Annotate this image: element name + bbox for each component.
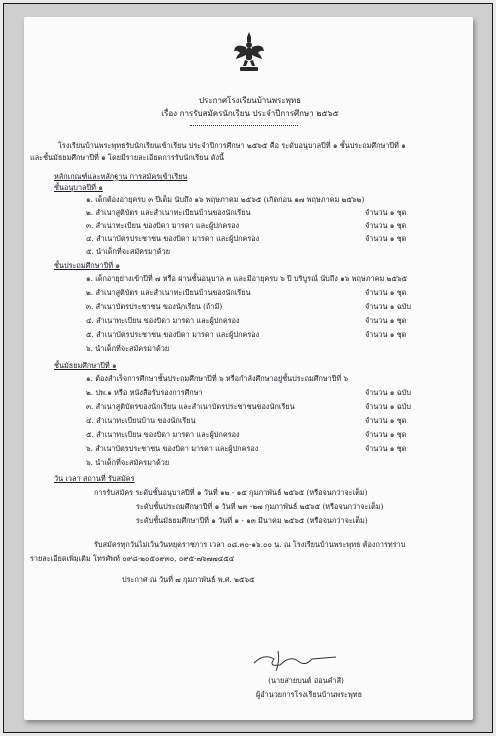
primary-item-5-qty: จำนวน ๑ ชุด <box>365 330 407 339</box>
section-primary-title: ชั้นประถมศึกษาปีที่ ๑ <box>54 261 120 270</box>
kg-item-4: ๔. สำเนาบัตรประชาชน ของบิดา มารดา และผู้ปกครอง <box>86 234 260 243</box>
secondary-item-7: ๖. นำเด็กที่จะสมัครมาด้วย <box>86 458 170 467</box>
primary-item-1: ๑. เด็กอายุย่างเข้าปีที่ ๗ หรือ ผ่านชั้นอนุบาล ๓ และมีอายุครบ ๖ ปี บริบูรณ์ นับถึง ๑๖ พฤษภาคม ๒๕๖๕ <box>86 274 408 283</box>
subject-line <box>161 109 338 118</box>
garuda-emblem-icon <box>233 31 265 75</box>
subject-label: เรื่อง <box>161 109 178 118</box>
secondary-item-1: ๑. ต้องสำเร็จการศึกษาชั้นประถมศึกษาปีที่ ๖ หรือกำลังศึกษาอยู่ชั้นประถมศึกษาปีที่ ๖ <box>86 374 349 383</box>
primary-item-4: ๔. สำเนาทะเบียน ของบิดา มารดา และผู้ปกครอง <box>86 316 240 325</box>
primary-item-3-qty: จำนวน ๑ ฉบับ <box>365 302 411 311</box>
kg-item-5: ๕. นำเด็กที่จะสมัครมาด้วย <box>86 247 170 256</box>
schedule-line-1: การรับสมัคร ระดับชั้นอนุบาลปีที่ ๑ วันที่ ๑๒ - ๑๕ กุมภาพันธ์ ๒๕๖๕ (หรือจนกว่าจะเต็ม) <box>94 488 368 497</box>
primary-item-2-qty: จำนวน ๑ ชุด <box>365 288 407 297</box>
secondary-item-6: ๖. สำเนาบัตรประชาชน ของบิดา มารดา และผู้ปกครอง <box>86 444 259 453</box>
contact-line-1: รับสมัครทุกวันไม่เว้นวันหยุดราชการ เวลา ๐๘.๓๐-๑๖.๐๐ น. ณ โรงเรียนบ้านพระพุทธ ต้องการทราบ <box>94 540 406 549</box>
document-page <box>24 17 473 720</box>
schedule-line-3: ระดับชั้นมัธยมศึกษาปีที่ ๑ วันที่ ๑ - ๑๓ มีนาคม ๒๕๖๕ (หรือจนกว่าจะเต็ม) <box>136 516 368 525</box>
criteria-heading: หลักเกณฑ์และหลักฐาน การสมัครเข้าเรียน <box>54 172 188 181</box>
section-secondary-title: ชั้นมัธยมศึกษาปีที่ ๑ <box>54 361 117 370</box>
signatory-position: ผู้อำนวยการโรงเรียนบ้านพระพุทธ <box>255 690 363 699</box>
contact-line-2: รายละเอียดเพิ่มเติม โทรศัพท์ ๐๙๘-๒๐๕๐๙๓๐, ๐๙๕-๗๖๗๗๔๕๔ <box>30 554 235 563</box>
kg-item-4-qty: จำนวน ๑ ชุด <box>365 234 407 243</box>
title-divider <box>190 125 298 126</box>
secondary-item-4-qty: จำนวน ๑ ชุด <box>365 416 407 425</box>
kg-item-2: ๒. สำเนาสูติบัตร และสำเนาทะเบียนบ้านของนักเรียน <box>86 208 251 217</box>
secondary-item-4: ๔. สำเนาทะเบียนบ้าน ของนักเรียน <box>86 416 196 425</box>
secondary-item-3: ๓. สำเนาสูติบัตรของนักเรียน และสำเนาบัตรประชาชนของนักเรียน <box>86 402 295 411</box>
primary-item-5: ๕. สำเนาบัตรประชาชน ของบิดา มารดา และผู้ปกครอง <box>86 330 260 339</box>
schedule-line-2: ระดับชั้นประถมศึกษาปีที่ ๑ วันที่ ๒๓ -๒๗ กุมภาพันธ์ ๒๕๖๕ (หรือจนกว่าจะเต็ม) <box>136 502 384 511</box>
signature-icon <box>250 649 340 673</box>
announced-date: ประกาศ ณ วันที่ ๗ กุมภาพันธ์ พ.ศ. ๒๕๖๕ <box>122 575 255 584</box>
schedule-title: วัน เวลา สถานที่ รับสมัคร <box>54 474 135 483</box>
kg-item-3: ๓. สำเนาทะเบียน ของบิดา มารดา และผู้ปกครอง <box>86 221 240 230</box>
secondary-item-3-qty: จำนวน ๑ ฉบับ <box>365 402 411 411</box>
kg-item-2-qty: จำนวน ๑ ชุด <box>365 208 407 217</box>
primary-item-2: ๒. สำเนาสูติบัตร และสำเนาทะเบียนบ้านของนักเรียน <box>86 288 251 297</box>
primary-item-6: ๖. นำเด็กที่จะสมัครมาด้วย <box>86 344 170 353</box>
kg-item-1: ๑. เด็กต้องอายุครบ ๓ ปีเต็ม นับถึง ๑๖ พฤษภาคม ๒๕๖๕ (เกิดก่อน ๑๗ พฤษภาคม ๒๕๖๒) <box>86 195 365 204</box>
signatory-name: (นายสายบนต์ อ่อนคำสี) <box>268 676 344 685</box>
kg-item-3-qty: จำนวน ๑ ชุด <box>365 221 407 230</box>
intro-line-2: และชั้นมัธยมศึกษาปีที่ ๑ โดยมีรายละเอียดการรับนักเรียน ดังนี้ <box>30 153 225 162</box>
secondary-item-2: ๒. ปพ.๑ หรือ หนังสือรับรองการศึกษา <box>86 388 203 397</box>
section-kindergarten-title: ชั้นอนุบาลปีที่ ๑ <box>54 183 103 192</box>
intro-line-1: โรงเรียนบ้านพระพุทธรับนักเรียนเข้าเรียน ประจำปีการศึกษา ๒๕๖๕ คือ ระดับอนุบาลปีที่ ๑ ชั้นประถมศึกษาปีที่ ๑ <box>58 141 406 150</box>
primary-item-3: ๓. สำเนาบัตรประชาชน ของนักเรียน (ถ้ามี) <box>86 302 223 311</box>
secondary-item-5-qty: จำนวน ๑ ชุด <box>365 430 407 439</box>
announcement-title: ประกาศโรงเรียนบ้านพระพุทธ <box>198 96 302 105</box>
secondary-item-2-qty: จำนวน ๑ ฉบับ <box>365 388 411 397</box>
subject-text: การรับสมัครนักเรียน ประจำปีการศึกษา ๒๕๖๕ <box>179 109 339 118</box>
primary-item-4-qty: จำนวน ๑ ชุด <box>365 316 407 325</box>
secondary-item-5: ๕. สำเนาทะเบียน ของบิดา มารดา และผู้ปกครอง <box>86 430 240 439</box>
secondary-item-6-qty: จำนวน ๑ ชุด <box>365 444 407 453</box>
